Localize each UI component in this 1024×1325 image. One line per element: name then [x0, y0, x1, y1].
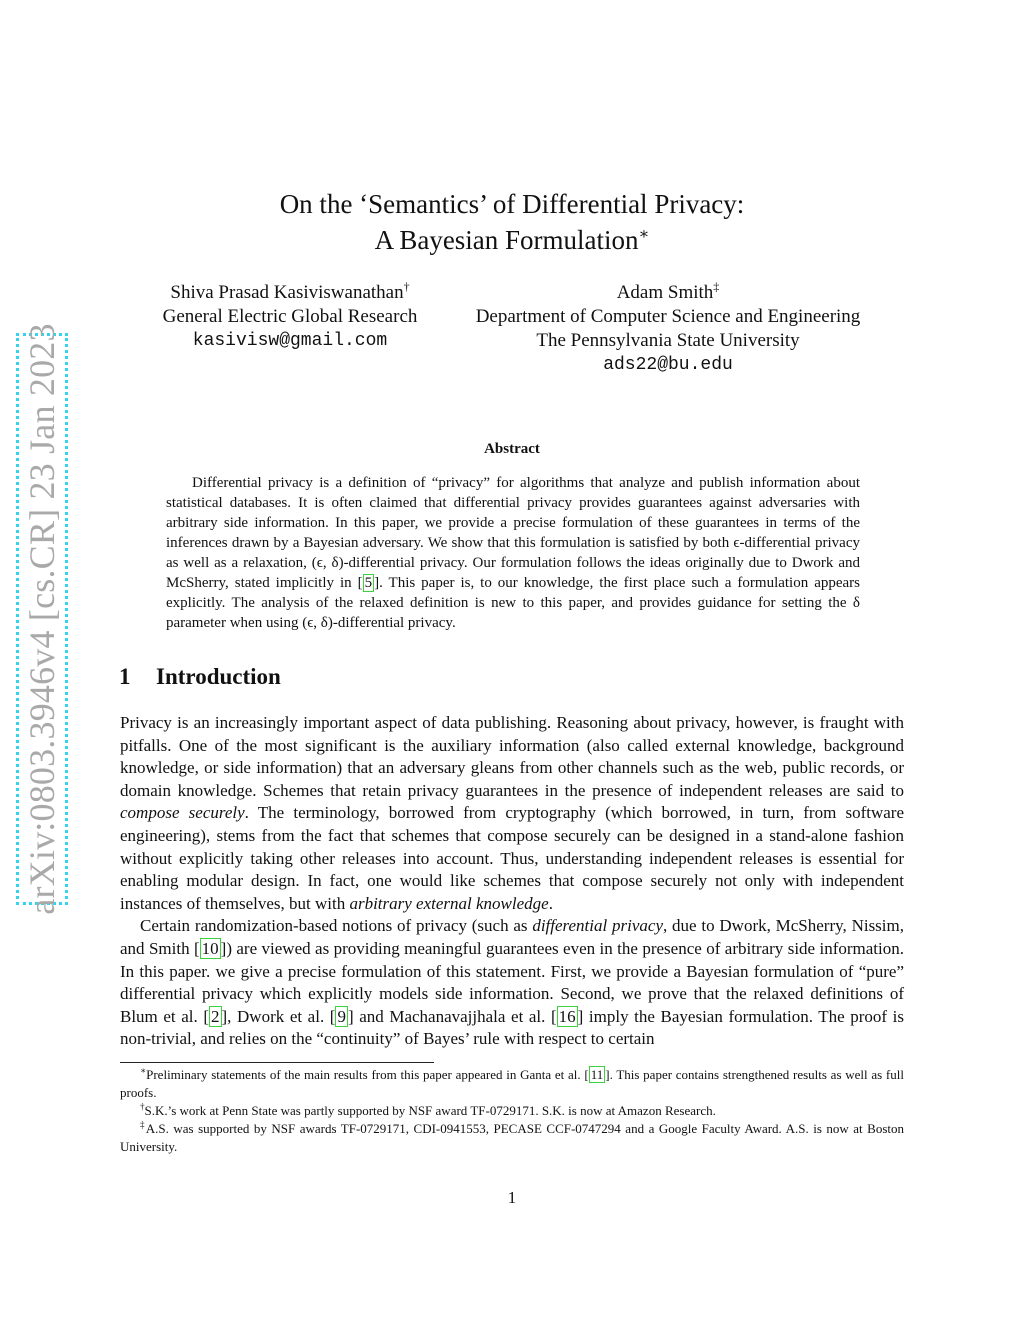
author-affiliation: General Electric Global Research [162, 306, 418, 327]
abstract-text [166, 473, 860, 633]
footnote-mark: † [140, 1101, 145, 1112]
emphasis: compose securely [120, 803, 245, 823]
text-run: , due to Dwork, McSherry, Nissim, and Smith [ [120, 916, 904, 958]
author-name: Shiva Prasad Kasiviswanathan [170, 282, 404, 303]
author-affiliation-2: The Pennsylvania State University [536, 330, 800, 351]
footnotes [120, 1066, 904, 1156]
footnote-mark: ∗ [140, 1065, 147, 1076]
text-run: ]) are viewed as providing meaningful guarantees even in the presence of arbitrary side information. In this paper. we give a precise formulation of this statement. First, we provide a Bayesian formulation of “pure” differential privacy which explicitly models side information. Second, we prove that the relaxed definitions of Blum et al. [ [120, 938, 904, 1026]
arxiv-stamp[interactable] [16, 323, 68, 915]
author-footnote-mark[interactable]: † [403, 279, 410, 294]
text-run: Privacy is an increasingly important aspect of data publishing. Reasoning about privacy, however, is fraught with pitfalls. One of the most significant is the auxiliary information (also called external knowledge, background knowledge, or side information) that an adversary gleans from other channels such as the web, public records, or domain knowledge. Schemes that retain privacy guarantees in the presence of independent releases are said to [120, 713, 904, 800]
text-run: ], Dwork et al. [ [221, 1006, 336, 1026]
footnote [120, 1102, 904, 1120]
footnote-mark: ‡ [140, 1119, 146, 1130]
footnote [120, 1120, 904, 1156]
citation-link[interactable]: 5 [364, 575, 373, 591]
section-number: 1 [119, 664, 131, 689]
citation-link[interactable]: 16 [558, 1006, 576, 1026]
author-block-1 [140, 281, 440, 353]
abstract-part: Differential privacy is a definition of “privacy” for algorithms that analyze and publish information about statistical databases. It is often claimed that differential privacy provides guarantees against adversaries with arbitrary side information. In this paper, we provide a precise formulation of these guarantees in terms of the inferences drawn by a Bayesian adversary. We show that this formulation is satisfied by both [166, 475, 860, 551]
citation-link[interactable]: 10 [201, 938, 219, 958]
author-affiliation: Department of Computer Science and Engineering [475, 306, 861, 327]
body-text [120, 712, 904, 1051]
text-run: ] imply the Bayesian formulation. The proof is non-trivial, and relies on the “continuity” of Bayes’ rule with respect to certain [120, 1006, 905, 1049]
emphasis: differential privacy [532, 916, 663, 936]
author-email[interactable]: ads22@bu.edu [603, 355, 733, 375]
footnote-text: A.S. was supported by NSF awards TF-0729171, CDI-0941553, PECASE CCF-0747294 and a Google Faculty Award. A.S. is now at Boston University. [120, 1121, 904, 1154]
footnote-text: ]. This paper contains strengthened results as well as full proofs. [120, 1067, 904, 1100]
title-footnote-mark[interactable]: ∗ [638, 226, 650, 243]
citation-link[interactable]: 2 [211, 1006, 220, 1026]
title-line-1: On the ‘Semantics’ of Differential Privacy: [279, 189, 745, 219]
paragraph [120, 915, 904, 1051]
citation-link[interactable]: 11 [590, 1067, 604, 1082]
abstract-part: ϵ-differential privacy as well as a relaxation, (ϵ, δ)-differential privacy. Our formulation follows the ideas originally due to Dwork and McSherry, stated implicitly in [ [166, 535, 861, 591]
footnote [120, 1066, 904, 1102]
footnote-text: S.K.’s work at Penn State was partly supported by NSF award TF-0729171. S.K. is now at Amazon Research. [144, 1103, 716, 1118]
section-heading [119, 664, 281, 690]
author-block-2 [458, 281, 878, 377]
citation-link[interactable]: 9 [337, 1006, 346, 1026]
author-footnote-mark[interactable]: ‡ [713, 279, 720, 294]
text-run: ] and Machanavajjhala et al. [ [347, 1006, 557, 1026]
section-title: Introduction [156, 664, 281, 689]
author-email[interactable]: kasivisw@gmail.com [192, 331, 388, 351]
abstract-part: ]. This paper is, to our knowledge, the first place such a formulation appears explicitly. The analysis of the relaxed definition is new to this paper, and provides guidance for setting the δ parameter when using (ϵ, δ)-differential privacy. [166, 575, 860, 631]
abstract-heading: Abstract [484, 441, 540, 457]
footnote-divider [120, 1062, 434, 1063]
title-line-2: A Bayesian Formulation [374, 225, 639, 255]
text-run: Certain randomization-based notions of privacy (such as [140, 916, 533, 936]
page-number: 1 [507, 1188, 517, 1207]
paragraph [120, 712, 904, 915]
paper-title [0, 186, 1024, 258]
text-run: . The terminology, borrowed from cryptography (which borrowed, in turn, from software engineering), stems from the fact that schemes that compose securely can be designed in a stand-alone fashion without explicitly taking other releases into account. Thus, understanding independent releases is essential for enabling modular design. In fact, one would like schemes that compose securely not only with independent instances of themselves, but with [120, 803, 904, 913]
footnote-text: Preliminary statements of the main results from this paper appeared in Ganta et al. [ [146, 1067, 589, 1082]
text-run: . [548, 893, 553, 913]
emphasis: arbitrary external knowledge [349, 893, 549, 913]
author-name: Adam Smith [616, 282, 714, 303]
arxiv-identifier[interactable]: arXiv:0803.3946v4 [cs.CR] 23 Jan 2023 [22, 323, 62, 915]
